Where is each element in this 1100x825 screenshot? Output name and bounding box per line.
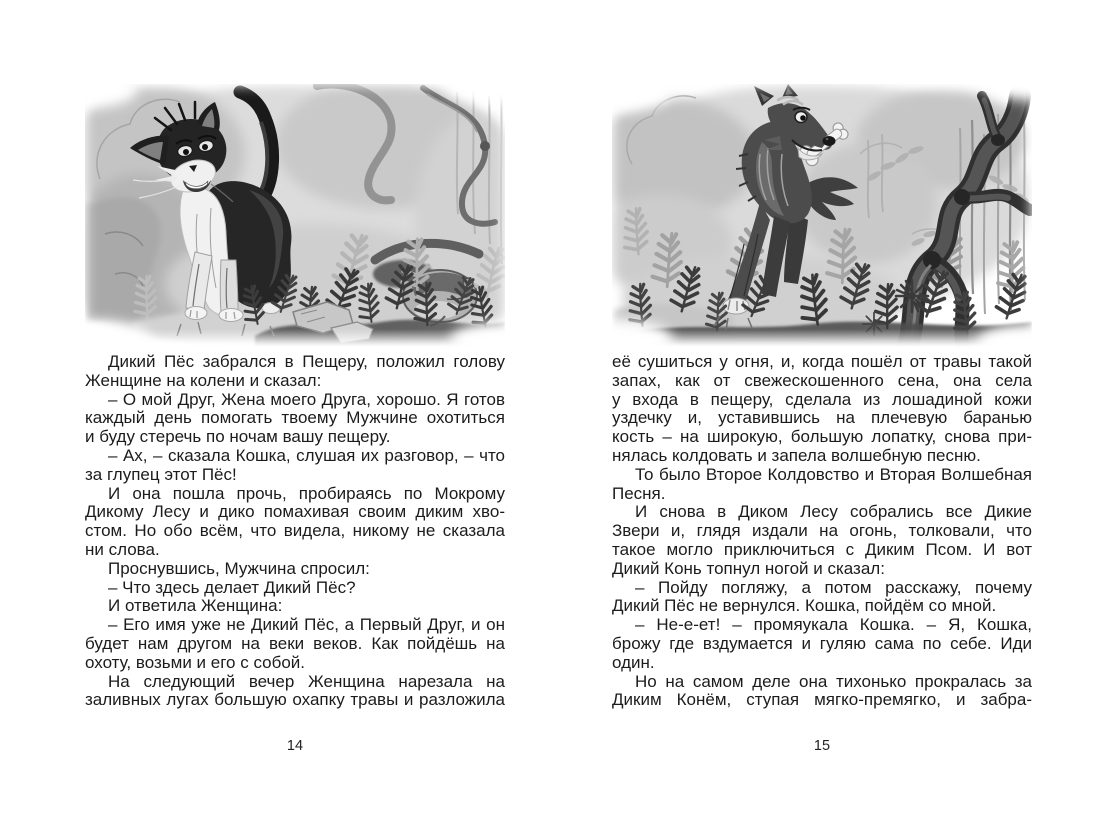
text-line: у входа в пещеру, сделала из лошадиной кожи	[612, 389, 1032, 409]
text-line: Дикий Пёс не вернулся. Кошка, пойдём со мной.	[612, 596, 997, 616]
page-number: 14	[286, 738, 304, 754]
text-line: И ответила Женщина:	[108, 596, 283, 616]
text-line: Но на самом деле она тихонько прокралась за	[635, 671, 1032, 691]
page-left	[85, 84, 505, 804]
text-line: Дикий Пёс забрался в Пещеру, положил голову	[108, 352, 505, 371]
text-line: – Пойду погляжу, а потом расскажу, почему	[635, 577, 1032, 597]
text-line: Диким Конём, ступая мягко-премягко, и забра-	[612, 690, 1032, 710]
text-line: заливных лугах большую охапку травы и разложила	[85, 690, 505, 710]
text-line: – Что здесь делает Дикий Пёс?	[108, 577, 356, 597]
text-line: каждый день помогать твоему Мужчине охотиться	[85, 408, 505, 428]
text-line: И снова в Диком Лесу собрались все Дикие	[635, 502, 1032, 522]
text-line: будет нам другом на веки веков. Как пойдёшь на	[85, 633, 505, 653]
text-line: запах, как от свежескошенного сена, она села	[612, 370, 1032, 390]
page-text	[612, 353, 1032, 710]
text-line: уздечку и, уставившись на плечевую баранью	[612, 408, 1032, 428]
text-line: такое могло приключиться с Диким Псом. И вот	[612, 539, 1032, 559]
text-line: стом. Но обо всём, что видела, никому не сказала	[85, 521, 505, 541]
text-line: за глупец этот Пёс!	[85, 464, 237, 484]
text-line: нялась колдовать и запела волшебную песню.	[612, 445, 981, 465]
dog-illustration	[612, 84, 1032, 347]
text-line: И она пошла прочь, пробираясь по Мокрому	[108, 483, 505, 503]
text-line: На следующий вечер Женщина нарезала на	[108, 671, 505, 691]
text-line: кость – на широкую, большую лопатку, снова при-	[612, 427, 1032, 447]
text-line: – Его имя уже не Дикий Пёс, а Первый Друг, и он	[108, 615, 505, 635]
text-line: Женщине на колени и сказал:	[85, 370, 322, 390]
text-line: брожу где вздумается и гуляю сама по себе. Иди	[612, 633, 1032, 653]
text-line: Песня.	[612, 483, 666, 503]
text-line: Звери и, глядя издали на огонь, толковали, что	[612, 521, 1032, 541]
text-line: один.	[612, 652, 655, 672]
text-line: – Не-е-ет! – промяукала Кошка. – Я, Кошка,	[635, 615, 1032, 635]
text-line: ни слова.	[85, 539, 160, 559]
text-line: охоту, возьми и его с собой.	[85, 652, 305, 672]
text-line: Проснувшись, Мужчина спросил:	[108, 558, 370, 578]
text-line: Дикий Конь топнул ногой и сказал:	[612, 558, 885, 578]
text-line: – Ах, – сказала Кошка, слушая их разговор, – что	[108, 445, 505, 465]
text-line: и буду стеречь по ночам вашу пещеру.	[85, 427, 391, 447]
text-line: – О мой Друг, Жена моего Друга, хорошо. Я готов	[108, 389, 505, 409]
text-line: её сушиться у огня, и, когда пошёл от травы такой	[612, 352, 1032, 371]
text-line: То было Второе Колдовство и Вторая Волшебная	[635, 464, 1032, 484]
page-text	[85, 353, 505, 710]
cat-illustration	[85, 84, 505, 347]
text-line: Дикому Лесу и дико помахивая своим диким хво-	[85, 502, 505, 522]
page-number: 15	[813, 738, 831, 754]
page-right	[612, 84, 1032, 804]
